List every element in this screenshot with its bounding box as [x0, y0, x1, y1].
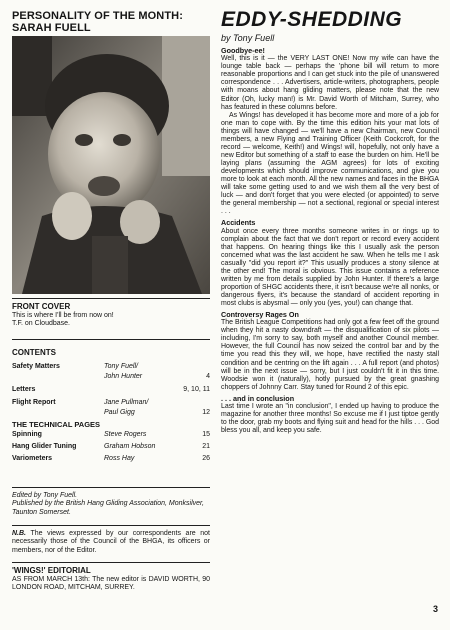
- personality-name: SARAH FUELL: [12, 22, 91, 34]
- accidents-heading: Accidents: [221, 218, 256, 228]
- contents-page: 26: [202, 455, 210, 462]
- contents-title: Hang Glider Tuning: [12, 443, 77, 450]
- editorial-text: AS FROM MARCH 13th: The new editor is DAVID WORTH, 90 LONDON ROAD, MITCHAM, SURREY.: [12, 576, 210, 592]
- byline: by Tony Fuell: [221, 33, 275, 43]
- personality-title: PERSONALITY OF THE MONTH:: [12, 10, 183, 22]
- front-cover-section: [12, 302, 210, 329]
- contents-page: 9, 10, 11: [183, 386, 210, 393]
- divider: [12, 487, 210, 488]
- front-cover-heading: FRONT COVER: [12, 302, 71, 311]
- paragraph: About once every three months someone writes in or rings up to complain about the fact that we don't report or record every accident that happens. On hearing things like this I usually ask the person concerned what was the last accident he saw. When he tells me I ask casually "did you report it?" This usually produces a stony silence at the other end! The moral is obvious. This issue contains a reference written by me from details supplied by John Hunter. If there's a large proportion of SHGC accidents there, it isn't because we're all nonks, or dangerous flyers, it's because the standard of accident reporting in most clubs is abysmal — only you (yes, you!) can change that.: [221, 227, 439, 307]
- contents-author: Ross Hay: [104, 455, 135, 462]
- contents-row: [12, 372, 210, 382]
- page-number: 3: [432, 604, 438, 614]
- contents-author: John Hunter: [104, 373, 143, 380]
- editorial-section: [12, 566, 210, 593]
- contents-author: Paul Gigg: [104, 409, 135, 416]
- divider: [12, 525, 210, 526]
- contents-row: [12, 408, 210, 418]
- eddy-shedding-column: [221, 8, 439, 435]
- published-by: Published by the British Hang Gliding Association, Monksilver, Taunton Somerset.: [12, 500, 204, 516]
- contents-heading: CONTENTS: [12, 348, 56, 357]
- divider: [12, 298, 210, 299]
- nb-label: N.B.: [12, 530, 26, 537]
- paragraph: Well, this is it — the VERY LAST ONE! Now my wife can have the lounge table back — perhaps the 'phone bill will return to more reasonable proportions and I can get stuck into the pile of unanswered correspondence . . . Advertisers, article-writers, photographers, people with moans about hang gliding matters, please note that the new Editor (Oh, lucky man!) is Mr. David Worth of Mitcham, Surrey, who has featured in these columns before.: [221, 55, 439, 111]
- disclaimer: [12, 530, 210, 555]
- contents-row: [12, 442, 210, 452]
- front-cover-line2: T.F. on Cloudbase.: [12, 320, 70, 328]
- divider: [12, 339, 210, 340]
- contents-page: 21: [202, 443, 210, 450]
- greeting-heading: Goodbye-ee!: [221, 46, 265, 55]
- conclusion-heading: . . . and in conclusion: [221, 393, 295, 403]
- contents-row: [12, 385, 210, 395]
- nb-text: The views expressed by our correspondents are not necessarily those of the Council of the BHGA, its officers or members, nor of the Editor.: [12, 530, 210, 554]
- contents-title: Variometers: [12, 455, 53, 462]
- contents-page: 4: [206, 373, 210, 380]
- contents-row: [12, 430, 210, 440]
- edited-by-section: [12, 492, 210, 517]
- contents-author: Graham Hobson: [104, 443, 156, 450]
- editorial-heading: 'WINGS!' EDITORIAL: [12, 566, 91, 575]
- contents-page: 15: [202, 431, 210, 438]
- column-title: EDDY-SHEDDING: [221, 8, 403, 31]
- contents-page: 12: [202, 409, 210, 416]
- child-photo: [12, 36, 210, 294]
- paragraph: Last time I wrote an "in conclusion", I ended up having to produce the magazine for another three months! So excuse me if I just tiptoe gently to the door, grab my boots and flying suit and head for the hills . . . God bless you all, and keep you safe.: [221, 403, 439, 435]
- divider: [12, 562, 210, 563]
- contents-section: [12, 348, 210, 464]
- personality-header: [12, 10, 210, 34]
- contents-row: [12, 398, 210, 408]
- contents-row: [12, 362, 210, 372]
- technical-pages-heading: THE TECHNICAL PAGES: [12, 420, 101, 429]
- paragraph: The British League Competitions had only got a few feet off the ground when they hit a nasty downdraft — the disqualification of six pilots — including, I'm sorry to say, both myself and another Council member. However, the full Council has now seized the control bar and by the time you read this they will, we hope, have rectified the nasty stall condition and be centring on the lift again . . . A full report (and photos) will be in the next issue — sorry, but I just couldn't fit it in this time. Woodsie won it (naturally), hotly pursued by the great gnashing choppers of Johnny Carr. Stay tuned for Round 2 of this epic.: [221, 319, 439, 391]
- edited-by: Edited by Tony Fuell.: [12, 492, 78, 499]
- contents-author: Steve Rogers: [104, 431, 147, 438]
- paragraph: As Wings! has developed it has become more and more of a job for one man to cope with. By the time this edition hits your mat lots of things will have changed — we'll have a new Chairman, new Council members, a new Flying and Training Officer (Keith Cockcroft, for the record — welcome, Keith!) and Wings! will, hopefully, not only have a new Editor but something of a staff to ease the burden on him. He'll be laying plans (assuming the AGM agrees) for lots of exciting developments which should improve communications, and give you more to look at each month. All the new names and faces in the BHGA will take some getting used to and we wish them all the very best of luck — and don't forget that you were elected (or appointed) to serve the general membership — not a sectional, regional or special interest . . .: [221, 111, 439, 216]
- contents-author: Jane Pullman/: [104, 399, 149, 406]
- contents-title: Spinning: [12, 431, 42, 438]
- contents-title: Letters: [12, 386, 36, 393]
- contents-row: [12, 454, 210, 464]
- contents-title: Flight Report: [12, 399, 56, 406]
- controversy-heading: Controversy Rages On: [221, 310, 299, 319]
- disclaimer-section: [12, 530, 210, 555]
- contents-author: Tony Fuell/: [104, 363, 138, 370]
- contents-title: Safety Matters: [12, 363, 60, 370]
- front-cover-line1: This is where I'll be from now on!: [12, 312, 114, 319]
- child-photo-illustration: [12, 36, 210, 294]
